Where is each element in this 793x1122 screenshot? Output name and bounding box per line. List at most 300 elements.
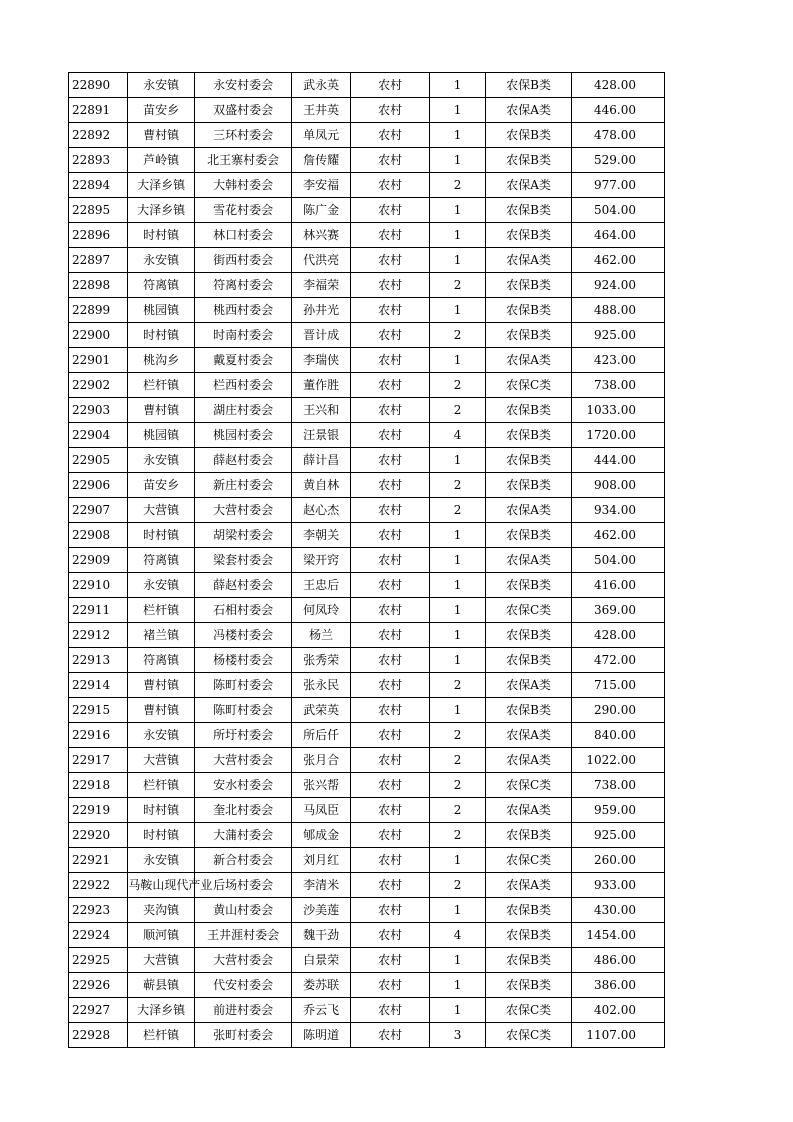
insurance-category-cell: 农保B类 [485,523,572,548]
record-id-cell: 22922 [69,873,128,898]
person-name-cell: 张兴帮 [292,773,350,798]
area-type-cell: 农村 [350,173,430,198]
record-id-cell: 22911 [69,598,128,623]
amount-cell: 386.00 [572,973,665,998]
person-name-cell: 单凤元 [292,123,350,148]
town-cell: 曹村镇 [128,398,194,423]
amount-cell: 428.00 [572,623,665,648]
village-committee-cell: 前进村委会 [194,998,292,1023]
amount-cell: 462.00 [572,248,665,273]
table-row [69,623,665,648]
village-committee-cell: 三环村委会 [194,123,292,148]
household-count-cell: 2 [430,748,485,773]
person-name-cell: 所后仟 [292,723,350,748]
town-cell: 夹沟镇 [128,898,194,923]
insurance-category-cell: 农保A类 [485,173,572,198]
insurance-category-cell: 农保B类 [485,823,572,848]
village-committee-cell: 黄山村委会 [194,898,292,923]
person-name-cell: 李朝关 [292,523,350,548]
area-type-cell: 农村 [350,448,430,473]
record-id-cell: 22904 [69,423,128,448]
person-name-cell: 王忠后 [292,573,350,598]
record-id-cell: 22895 [69,198,128,223]
household-count-cell: 1 [430,123,485,148]
town-cell: 永安镇 [128,448,194,473]
town-cell: 大泽乡镇 [128,198,194,223]
insurance-category-cell: 农保B类 [485,73,572,98]
town-cell: 顺河镇 [128,923,194,948]
household-count-cell: 1 [430,148,485,173]
household-count-cell: 1 [430,198,485,223]
town-cell: 马鞍山现代产业 [128,873,194,898]
insurance-category-cell: 农保B类 [485,323,572,348]
area-type-cell: 农村 [350,73,430,98]
village-committee-cell: 薛赵村委会 [194,573,292,598]
household-count-cell: 2 [430,498,485,523]
household-count-cell: 2 [430,373,485,398]
insurance-category-cell: 农保B类 [485,148,572,173]
person-name-cell: 张秀荣 [292,648,350,673]
area-type-cell: 农村 [350,198,430,223]
town-cell: 永安镇 [128,73,194,98]
person-name-cell: 张月合 [292,748,350,773]
amount-cell: 715.00 [572,673,665,698]
area-type-cell: 农村 [350,323,430,348]
amount-cell: 908.00 [572,473,665,498]
table-row [69,298,665,323]
insurance-category-cell: 农保B类 [485,898,572,923]
area-type-cell: 农村 [350,273,430,298]
household-count-cell: 4 [430,923,485,948]
table-row [69,748,665,773]
person-name-cell: 武荣英 [292,698,350,723]
village-committee-cell: 安水村委会 [194,773,292,798]
town-cell: 符离镇 [128,548,194,573]
table-row [69,423,665,448]
town-cell: 永安镇 [128,723,194,748]
amount-cell: 925.00 [572,823,665,848]
town-cell: 蕲县镇 [128,973,194,998]
person-name-cell: 林兴赛 [292,223,350,248]
person-name-cell: 杨兰 [292,623,350,648]
amount-cell: 504.00 [572,548,665,573]
record-id-cell: 22927 [69,998,128,1023]
table-row [69,548,665,573]
area-type-cell: 农村 [350,673,430,698]
household-count-cell: 1 [430,73,485,98]
table-row [69,598,665,623]
area-type-cell: 农村 [350,1023,430,1048]
insurance-category-cell: 农保B类 [485,448,572,473]
household-count-cell: 2 [430,798,485,823]
record-id-cell: 22903 [69,398,128,423]
area-type-cell: 农村 [350,498,430,523]
household-count-cell: 2 [430,773,485,798]
table-row [69,73,665,98]
record-id-cell: 22925 [69,948,128,973]
village-committee-cell: 大营村委会 [194,748,292,773]
town-cell: 栏杆镇 [128,1023,194,1048]
person-name-cell: 李瑞侠 [292,348,350,373]
area-type-cell: 农村 [350,423,430,448]
town-cell: 曹村镇 [128,698,194,723]
amount-cell: 428.00 [572,73,665,98]
household-count-cell: 1 [430,948,485,973]
record-id-cell: 22898 [69,273,128,298]
village-committee-cell: 张町村委会 [194,1023,292,1048]
insurance-category-cell: 农保A类 [485,798,572,823]
record-id-cell: 22918 [69,773,128,798]
record-id-cell: 22893 [69,148,128,173]
person-name-cell: 李福荣 [292,273,350,298]
table-row [69,98,665,123]
town-cell: 曹村镇 [128,123,194,148]
insurance-category-cell: 农保B类 [485,273,572,298]
record-id-cell: 22919 [69,798,128,823]
record-id-cell: 22926 [69,973,128,998]
table-row [69,498,665,523]
amount-cell: 840.00 [572,723,665,748]
record-id-cell: 22909 [69,548,128,573]
town-cell: 大泽乡镇 [128,173,194,198]
area-type-cell: 农村 [350,898,430,923]
record-id-cell: 22908 [69,523,128,548]
insurance-category-cell: 农保A类 [485,348,572,373]
record-id-cell: 22910 [69,573,128,598]
insurance-category-cell: 农保A类 [485,498,572,523]
village-committee-cell: 大营村委会 [194,498,292,523]
record-id-cell: 22914 [69,673,128,698]
insurance-category-cell: 农保B类 [485,623,572,648]
person-name-cell: 王井英 [292,98,350,123]
table-row [69,248,665,273]
town-cell: 大营镇 [128,498,194,523]
area-type-cell: 农村 [350,973,430,998]
village-committee-cell: 戴夏村委会 [194,348,292,373]
village-committee-cell: 时南村委会 [194,323,292,348]
person-name-cell: 乔云飞 [292,998,350,1023]
amount-cell: 369.00 [572,598,665,623]
insurance-category-cell: 农保B类 [485,573,572,598]
amount-cell: 464.00 [572,223,665,248]
household-count-cell: 1 [430,98,485,123]
village-committee-cell: 所圩村委会 [194,723,292,748]
town-cell: 桃园镇 [128,423,194,448]
table-row [69,973,665,998]
person-name-cell: 何凤玲 [292,598,350,623]
record-id-cell: 22894 [69,173,128,198]
area-type-cell: 农村 [350,123,430,148]
record-id-cell: 22896 [69,223,128,248]
area-type-cell: 农村 [350,698,430,723]
record-id-cell: 22915 [69,698,128,723]
amount-cell: 462.00 [572,523,665,548]
person-name-cell: 陈明道 [292,1023,350,1048]
area-type-cell: 农村 [350,473,430,498]
town-cell: 符离镇 [128,273,194,298]
village-committee-cell: 代安村委会 [194,973,292,998]
person-name-cell: 赵心杰 [292,498,350,523]
household-count-cell: 1 [430,598,485,623]
record-id-cell: 22891 [69,98,128,123]
area-type-cell: 农村 [350,823,430,848]
person-name-cell: 晋计成 [292,323,350,348]
insurance-category-cell: 农保C类 [485,998,572,1023]
household-count-cell: 1 [430,548,485,573]
record-id-cell: 22905 [69,448,128,473]
town-cell: 苗安乡 [128,473,194,498]
household-count-cell: 2 [430,398,485,423]
household-count-cell: 2 [430,873,485,898]
person-name-cell: 薛计昌 [292,448,350,473]
village-committee-cell: 大蒲村委会 [194,823,292,848]
insurance-category-cell: 农保B类 [485,648,572,673]
household-count-cell: 1 [430,998,485,1023]
household-count-cell: 2 [430,723,485,748]
household-count-cell: 3 [430,1023,485,1048]
person-name-cell: 马凤臣 [292,798,350,823]
area-type-cell: 农村 [350,998,430,1023]
village-committee-cell: 薛赵村委会 [194,448,292,473]
town-cell: 苗安乡 [128,98,194,123]
record-id-cell: 22902 [69,373,128,398]
amount-cell: 1720.00 [572,423,665,448]
insurance-category-cell: 农保B类 [485,198,572,223]
insurance-category-cell: 农保B类 [485,948,572,973]
town-cell: 永安镇 [128,573,194,598]
record-id-cell: 22892 [69,123,128,148]
table-row [69,198,665,223]
record-id-cell: 22917 [69,748,128,773]
insurance-category-cell: 农保B类 [485,298,572,323]
village-committee-cell: 湖庄村委会 [194,398,292,423]
household-count-cell: 1 [430,698,485,723]
person-name-cell: 孙井光 [292,298,350,323]
record-id-cell: 22900 [69,323,128,348]
town-cell: 栏杆镇 [128,773,194,798]
insurance-category-cell: 农保C类 [485,598,572,623]
village-committee-cell: 杨楼村委会 [194,648,292,673]
area-type-cell: 农村 [350,298,430,323]
record-id-cell: 22923 [69,898,128,923]
relief-records-table [68,72,665,1048]
amount-cell: 738.00 [572,773,665,798]
town-cell: 永安镇 [128,248,194,273]
village-committee-cell: 栏西村委会 [194,373,292,398]
village-committee-cell: 后场村委会 [194,873,292,898]
table-row [69,173,665,198]
amount-cell: 478.00 [572,123,665,148]
table-row [69,1023,665,1048]
town-cell: 栏杆镇 [128,598,194,623]
village-committee-cell: 北王寨村委会 [194,148,292,173]
insurance-category-cell: 农保B类 [485,123,572,148]
person-name-cell: 汪景银 [292,423,350,448]
amount-cell: 925.00 [572,323,665,348]
record-id-cell: 22897 [69,248,128,273]
amount-cell: 933.00 [572,873,665,898]
area-type-cell: 农村 [350,798,430,823]
amount-cell: 402.00 [572,998,665,1023]
table-row [69,323,665,348]
household-count-cell: 2 [430,173,485,198]
household-count-cell: 1 [430,848,485,873]
insurance-category-cell: 农保C类 [485,773,572,798]
person-name-cell: 刘月红 [292,848,350,873]
insurance-category-cell: 农保A类 [485,748,572,773]
village-committee-cell: 符离村委会 [194,273,292,298]
town-cell: 曹村镇 [128,673,194,698]
record-id-cell: 22920 [69,823,128,848]
record-id-cell: 22901 [69,348,128,373]
insurance-category-cell: 农保A类 [485,98,572,123]
insurance-category-cell: 农保A类 [485,673,572,698]
table-body [69,73,665,1048]
table-row [69,648,665,673]
area-type-cell: 农村 [350,148,430,173]
amount-cell: 423.00 [572,348,665,373]
town-cell: 永安镇 [128,848,194,873]
amount-cell: 1454.00 [572,923,665,948]
village-committee-cell: 新庄村委会 [194,473,292,498]
record-id-cell: 22890 [69,73,128,98]
amount-cell: 416.00 [572,573,665,598]
record-id-cell: 22916 [69,723,128,748]
record-id-cell: 22921 [69,848,128,873]
household-count-cell: 1 [430,573,485,598]
amount-cell: 486.00 [572,948,665,973]
person-name-cell: 武永英 [292,73,350,98]
table-row [69,223,665,248]
area-type-cell: 农村 [350,948,430,973]
table-row [69,948,665,973]
household-count-cell: 1 [430,648,485,673]
amount-cell: 1022.00 [572,748,665,773]
record-id-cell: 22924 [69,923,128,948]
insurance-category-cell: 农保A类 [485,248,572,273]
person-name-cell: 李安福 [292,173,350,198]
amount-cell: 738.00 [572,373,665,398]
table-row [69,673,665,698]
area-type-cell: 农村 [350,623,430,648]
amount-cell: 446.00 [572,98,665,123]
amount-cell: 934.00 [572,498,665,523]
household-count-cell: 4 [430,423,485,448]
town-cell: 时村镇 [128,798,194,823]
household-count-cell: 1 [430,223,485,248]
person-name-cell: 娄苏联 [292,973,350,998]
insurance-category-cell: 农保C类 [485,848,572,873]
town-cell: 符离镇 [128,648,194,673]
record-id-cell: 22928 [69,1023,128,1048]
insurance-category-cell: 农保C类 [485,373,572,398]
area-type-cell: 农村 [350,848,430,873]
person-name-cell: 黄自林 [292,473,350,498]
table-row [69,273,665,298]
village-committee-cell: 永安村委会 [194,73,292,98]
table-row [69,398,665,423]
insurance-category-cell: 农保A类 [485,548,572,573]
amount-cell: 472.00 [572,648,665,673]
village-committee-cell: 街西村委会 [194,248,292,273]
table-row [69,123,665,148]
person-name-cell: 董作胜 [292,373,350,398]
household-count-cell: 1 [430,248,485,273]
village-committee-cell: 梁套村委会 [194,548,292,573]
village-committee-cell: 双盛村委会 [194,98,292,123]
household-count-cell: 1 [430,448,485,473]
amount-cell: 959.00 [572,798,665,823]
area-type-cell: 农村 [350,373,430,398]
area-type-cell: 农村 [350,223,430,248]
town-cell: 大泽乡镇 [128,998,194,1023]
person-name-cell: 梁开窍 [292,548,350,573]
table-row [69,723,665,748]
area-type-cell: 农村 [350,523,430,548]
person-name-cell: 郇成金 [292,823,350,848]
town-cell: 桃园镇 [128,298,194,323]
insurance-category-cell: 农保B类 [485,223,572,248]
village-committee-cell: 冯楼村委会 [194,623,292,648]
person-name-cell: 代洪亮 [292,248,350,273]
area-type-cell: 农村 [350,248,430,273]
household-count-cell: 1 [430,348,485,373]
village-committee-cell: 陈町村委会 [194,698,292,723]
town-cell: 时村镇 [128,323,194,348]
village-committee-cell: 新合村委会 [194,848,292,873]
village-committee-cell: 陈町村委会 [194,673,292,698]
insurance-category-cell: 农保B类 [485,423,572,448]
village-committee-cell: 林口村委会 [194,223,292,248]
table-row [69,848,665,873]
household-count-cell: 2 [430,273,485,298]
town-cell: 时村镇 [128,823,194,848]
insurance-category-cell: 农保B类 [485,698,572,723]
household-count-cell: 1 [430,523,485,548]
amount-cell: 488.00 [572,298,665,323]
table-row [69,148,665,173]
insurance-category-cell: 农保A类 [485,723,572,748]
area-type-cell: 农村 [350,598,430,623]
town-cell: 时村镇 [128,223,194,248]
town-cell: 芦岭镇 [128,148,194,173]
table-row [69,473,665,498]
insurance-category-cell: 农保B类 [485,398,572,423]
village-committee-cell: 奎北村委会 [194,798,292,823]
village-committee-cell: 雪花村委会 [194,198,292,223]
table-row [69,523,665,548]
village-committee-cell: 大营村委会 [194,948,292,973]
insurance-category-cell: 农保C类 [485,1023,572,1048]
town-cell: 褚兰镇 [128,623,194,648]
table-row [69,873,665,898]
record-id-cell: 22907 [69,498,128,523]
household-count-cell: 1 [430,623,485,648]
village-committee-cell: 王井涯村委会 [194,923,292,948]
household-count-cell: 2 [430,673,485,698]
town-cell: 桃沟乡 [128,348,194,373]
table-row [69,998,665,1023]
amount-cell: 977.00 [572,173,665,198]
person-name-cell: 白景荣 [292,948,350,973]
table-row [69,823,665,848]
amount-cell: 1107.00 [572,1023,665,1048]
household-count-cell: 2 [430,323,485,348]
area-type-cell: 农村 [350,398,430,423]
village-committee-cell: 石相村委会 [194,598,292,623]
person-name-cell: 沙美莲 [292,898,350,923]
amount-cell: 260.00 [572,848,665,873]
